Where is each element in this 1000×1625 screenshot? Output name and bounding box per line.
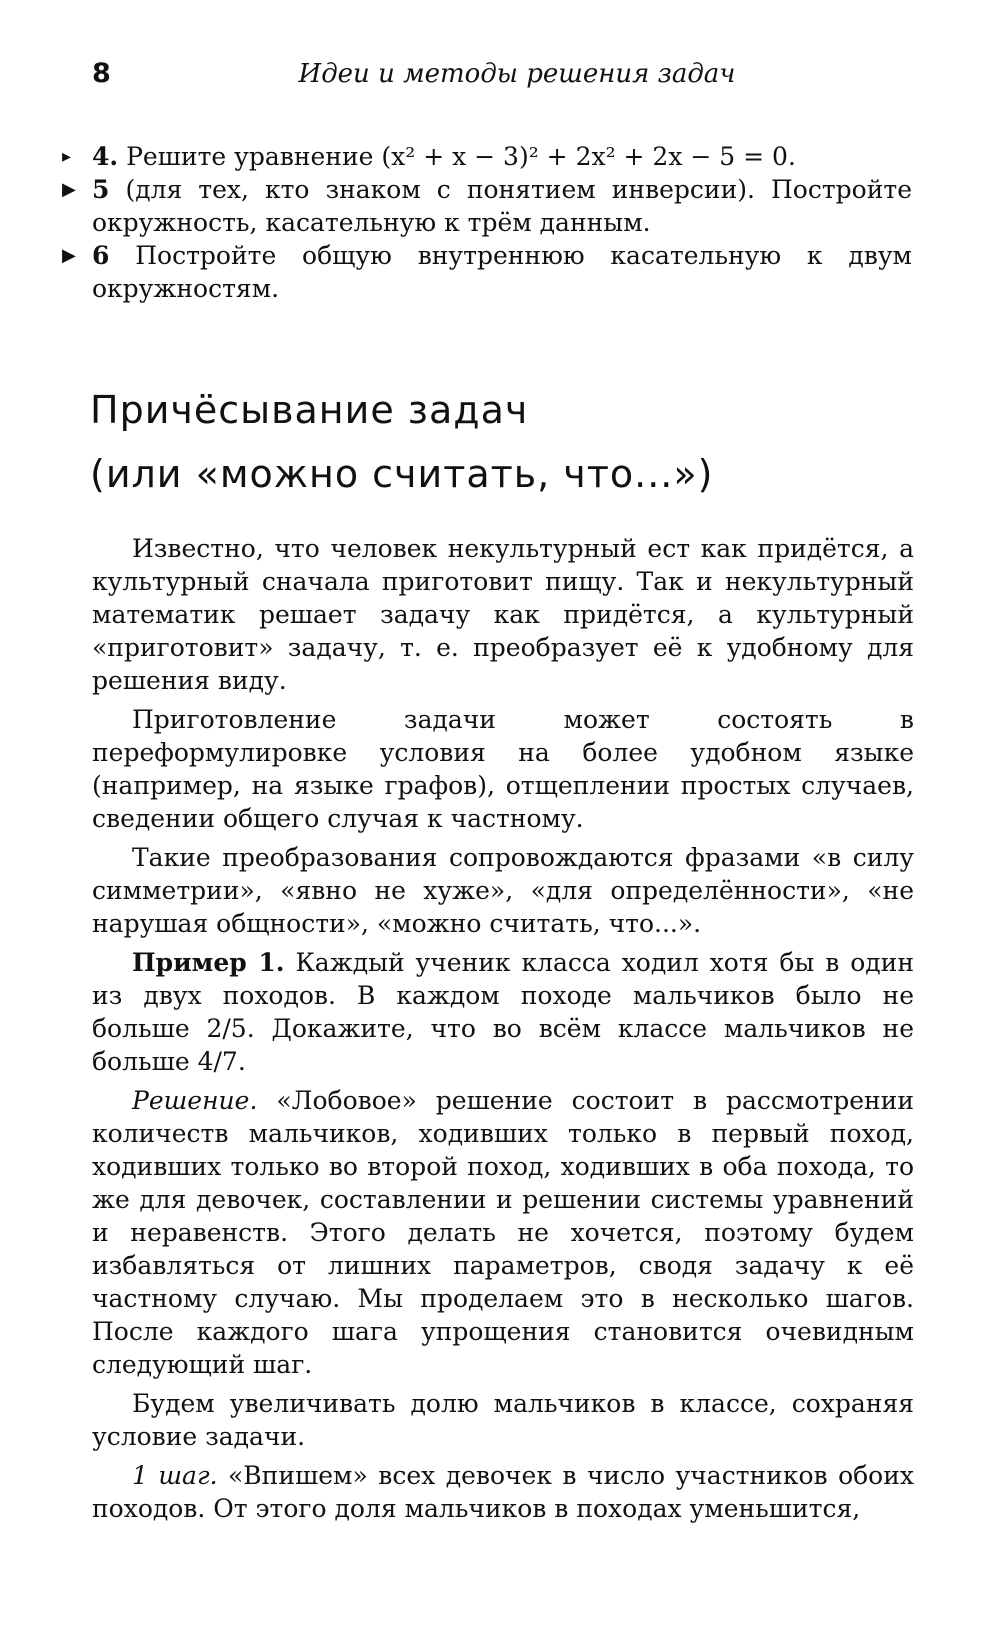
paragraph-example-1 bbox=[92, 946, 914, 1078]
problem-text: Постройте общую внутреннюю касательную к двум окружностям. bbox=[92, 241, 912, 303]
paragraph-step-1 bbox=[92, 1459, 914, 1525]
paragraph-intro: Известно, что человек некультурный ест как придётся, а культурный сначала приготовит пищу. Так и некультурный математик решает задачу как придётся, а культурный «приготовит» задачу, т. е. преобразует её к удобному для решения виду. bbox=[92, 534, 914, 695]
example-label: Пример 1. bbox=[132, 948, 285, 977]
paragraph-phrases: Такие преобразования сопровождаются фразами «в силу симметрии», «явно не хуже», «для определённости», «не нарушая общности», «можно считать, что...». bbox=[92, 843, 914, 938]
example-text: Каждый ученик класса ходил хотя бы в один из двух походов. В каждом походе мальчиков было не больше 2/5. Докажите, что во всём классе мальчиков не больше 4/7. bbox=[92, 948, 914, 1076]
problem-number: 5 bbox=[92, 175, 110, 204]
problem-list bbox=[0, 140, 1000, 305]
page-number: 8 bbox=[92, 58, 111, 89]
paragraph-preparation: Приготовление задачи может состоять в переформулировке условия на более удобном языке (например, на языке графов), отщеплении простых случаев, сведении общего случая к частному. bbox=[92, 705, 914, 833]
section-title-line-2: (или «можно считать, что...») bbox=[90, 452, 714, 496]
triangle-marker-icon: ▶ bbox=[62, 245, 76, 266]
paragraph-solution bbox=[92, 1084, 914, 1381]
running-header bbox=[92, 52, 912, 96]
running-title: Идеи и методы решения задач bbox=[298, 59, 736, 89]
solution-text: «Лобовое» решение состоит в рассмотрении количеств мальчиков, ходивших только в первый поход, ходивших только во второй поход, ходивших в оба похода, то же для девочек, составлении и решении системы уравнений и неравенств. Этого делать не хочется, поэтому будем избавляться от лишних параметров, сводя задачу к её частному случаю. Мы проделаем это в несколько шагов. После каждого шага упрощения становится очевидным следующий шаг. bbox=[92, 1086, 914, 1379]
triangle-marker-icon: ▶ bbox=[62, 179, 76, 200]
problem-6 bbox=[62, 239, 912, 305]
triangle-marker-icon: ▸ bbox=[62, 146, 72, 167]
section-heading bbox=[90, 378, 930, 506]
section-title-line-1: Причёсывание задач bbox=[90, 388, 529, 432]
solution-label: Решение. bbox=[132, 1086, 258, 1115]
problem-text: (для тех, кто знаком с понятием инверсии). Постройте окружность, касательную к трём данным. bbox=[92, 175, 912, 237]
problem-4 bbox=[62, 140, 912, 173]
step-text: «Впишем» всех девочек в число участников обоих походов. От этого доля мальчиков в походах уменьшится, bbox=[92, 1461, 914, 1523]
problem-number: 6 bbox=[92, 241, 110, 270]
step-label: 1 шаг. bbox=[132, 1461, 218, 1490]
problem-text: Решите уравнение bbox=[126, 142, 374, 171]
problem-number: 4. bbox=[92, 142, 119, 171]
problem-5 bbox=[62, 173, 912, 239]
problem-formula: (x² + x − 3)² + 2x² + 2x − 5 = 0. bbox=[381, 142, 796, 171]
paragraph-strategy: Будем увеличивать долю мальчиков в классе, сохраняя условие задачи. bbox=[92, 1389, 914, 1451]
body-text bbox=[92, 532, 914, 1531]
